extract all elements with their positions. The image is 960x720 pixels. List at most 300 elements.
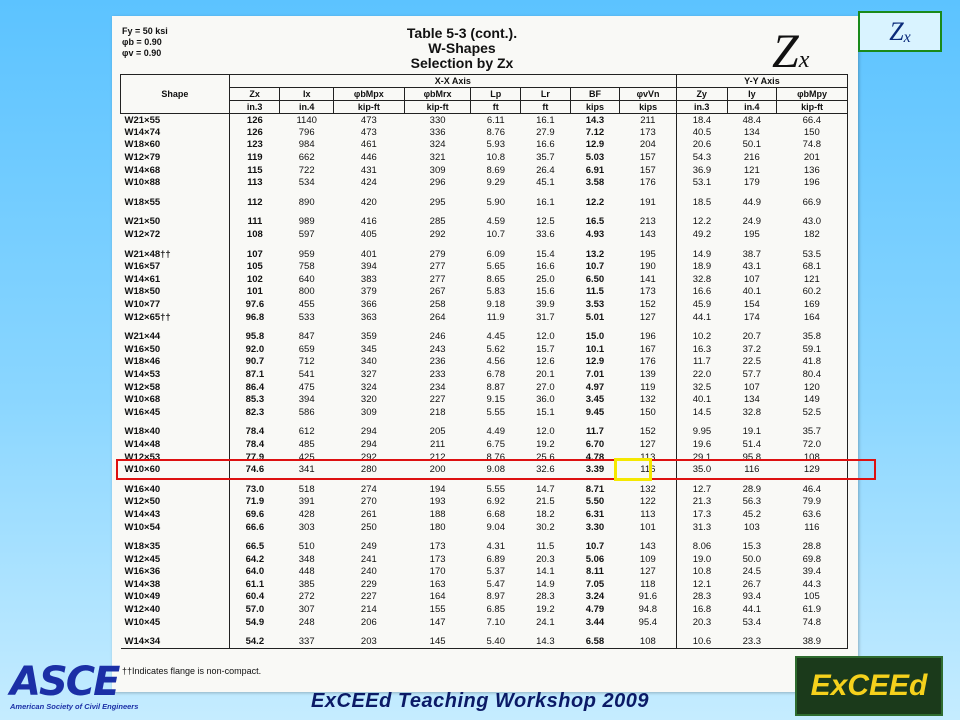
spacer-cell — [280, 189, 334, 196]
table-row — [121, 286, 848, 299]
table-row — [121, 393, 848, 406]
value-cell: 345 — [360, 343, 377, 355]
spacer-cell — [521, 628, 571, 635]
value-cell: 176 — [620, 356, 677, 369]
row-highlight-box — [116, 459, 876, 480]
value-cell: 6.68 — [486, 508, 505, 520]
value-cell: 14.9 — [692, 248, 712, 260]
value-cell: 6.85 — [486, 604, 505, 616]
table-row — [121, 248, 848, 261]
spacer-cell — [727, 419, 777, 426]
value-cell: 8.71 — [585, 483, 605, 495]
value-cell: 258 — [429, 299, 446, 311]
value-cell: 45.2 — [742, 508, 762, 520]
value-cell: 8.97 — [486, 591, 505, 603]
group-spacer — [121, 419, 848, 426]
value-cell: 246 — [429, 331, 446, 343]
col-unit-6: ft — [521, 101, 571, 114]
shape-cell: W14×53 — [121, 368, 230, 381]
table-row — [121, 553, 848, 566]
value-cell: 279 — [429, 248, 446, 260]
value-cell: 107 — [743, 381, 760, 393]
table-row — [121, 330, 848, 343]
col-header-2: Ix — [280, 88, 334, 101]
value-cell: 176 — [620, 176, 677, 189]
spacer-cell — [727, 628, 777, 635]
shape-cell: W21×55 — [121, 114, 230, 127]
spacer-cell — [404, 323, 471, 330]
value-cell: 379 — [360, 286, 377, 298]
value-cell: 277 — [429, 261, 446, 273]
value-cell: 68.1 — [777, 260, 848, 273]
spacer-cell — [280, 241, 334, 248]
spacer-cell — [333, 628, 404, 635]
value-cell: 6.58 — [570, 635, 620, 648]
value-cell: 107 — [246, 248, 263, 260]
value-cell: 15.7 — [536, 343, 555, 355]
value-cell: 14.7 — [536, 483, 555, 495]
asce-logo-subtitle: American Society of Civil Engineers — [10, 702, 139, 711]
value-cell: 206 — [360, 616, 377, 628]
value-cell: 5.55 — [486, 483, 505, 495]
yy-axis-header: Y-Y Axis — [676, 75, 847, 88]
value-cell: 108 — [246, 229, 263, 241]
value-cell: 150 — [620, 406, 677, 419]
value-cell: 227 — [429, 394, 446, 406]
table-row — [121, 298, 848, 311]
value-cell: 394 — [360, 261, 377, 273]
table-row — [121, 508, 848, 521]
value-cell: 363 — [360, 311, 377, 323]
shape-cell: W14×48 — [121, 438, 230, 451]
shape-cell: W10×77 — [121, 298, 230, 311]
value-cell: 3.30 — [585, 521, 605, 533]
value-cell: 22.5 — [742, 356, 762, 368]
value-cell: 5.65 — [486, 261, 505, 273]
shape-cell: W18×55 — [121, 196, 230, 209]
col-header-6: Lr — [521, 88, 571, 101]
group-spacer — [121, 533, 848, 540]
spacer-cell — [471, 419, 521, 426]
value-cell: 66.4 — [777, 114, 848, 127]
value-cell: 21.5 — [536, 496, 555, 508]
value-cell: 348 — [298, 553, 315, 565]
value-cell: 8.87 — [486, 381, 505, 393]
value-cell: 28.9 — [742, 483, 762, 495]
value-cell: 229 — [360, 578, 377, 590]
value-cell: 53.5 — [777, 248, 848, 261]
value-cell: 136 — [777, 164, 848, 177]
value-cell: 461 — [360, 139, 377, 151]
value-cell: 10.7 — [585, 261, 605, 273]
value-cell: 6.31 — [585, 508, 605, 520]
spacer-cell — [229, 533, 280, 540]
value-cell: 18.2 — [536, 508, 555, 520]
value-cell: 15.0 — [585, 331, 605, 343]
value-cell: 50.1 — [742, 139, 762, 151]
table-row — [121, 356, 848, 369]
shape-cell: W18×46 — [121, 356, 230, 369]
value-cell: 3.45 — [585, 394, 605, 406]
spacer-cell — [404, 628, 471, 635]
value-cell: 324 — [360, 381, 377, 393]
spacer-cell — [404, 533, 471, 540]
col-unit-2: in.4 — [280, 101, 334, 114]
spacer-cell — [471, 241, 521, 248]
value-cell: 7.05 — [585, 578, 605, 590]
table-row — [121, 540, 848, 553]
spacer-cell — [521, 241, 571, 248]
col-header-8: φvVn — [620, 88, 677, 101]
spacer-cell — [620, 189, 677, 196]
value-cell: 959 — [298, 248, 315, 260]
value-cell: 612 — [298, 426, 315, 438]
value-cell: 18.5 — [692, 196, 712, 208]
table-row — [121, 273, 848, 286]
col-header-7: BF — [570, 88, 620, 101]
value-cell: 12.6 — [536, 356, 555, 368]
value-cell: 10.8 — [692, 566, 712, 578]
value-cell: 53.4 — [742, 616, 762, 628]
value-cell: 12.9 — [585, 356, 605, 368]
value-cell: 5.83 — [486, 286, 505, 298]
spacer-cell — [333, 241, 404, 248]
value-cell: 8.76 — [486, 451, 505, 463]
col-unit-5: ft — [471, 101, 521, 114]
value-cell: 485 — [298, 438, 315, 450]
shape-cell: W14×43 — [121, 508, 230, 521]
group-spacer — [121, 209, 848, 216]
value-cell: 16.8 — [692, 604, 712, 616]
col-unit-8: kips — [620, 101, 677, 114]
table-row — [121, 164, 848, 177]
value-cell: 71.9 — [245, 496, 265, 508]
value-cell: 173 — [620, 286, 677, 299]
value-cell: 9.18 — [486, 299, 505, 311]
value-cell: 49.2 — [692, 229, 712, 241]
value-cell: 425 — [298, 451, 315, 463]
value-cell: 10.7 — [486, 229, 505, 241]
value-cell: 30.2 — [536, 521, 555, 533]
value-cell: 218 — [429, 406, 446, 418]
spacer-cell — [333, 419, 404, 426]
value-cell: 59.1 — [777, 343, 848, 356]
value-cell: 214 — [360, 604, 377, 616]
value-cell: 46.4 — [777, 483, 848, 496]
value-cell: 121 — [777, 273, 848, 286]
value-cell: 233 — [429, 368, 446, 380]
value-cell: 758 — [298, 261, 315, 273]
value-cell: 6.89 — [486, 553, 505, 565]
value-cell: 4.49 — [486, 426, 505, 438]
value-cell: 640 — [298, 273, 315, 285]
value-cell: 250 — [360, 521, 377, 533]
value-cell: 93.4 — [742, 591, 762, 603]
value-cell: 475 — [298, 381, 315, 393]
value-cell: 6.11 — [486, 114, 505, 126]
value-cell: 248 — [298, 616, 315, 628]
table-row — [121, 343, 848, 356]
spacer-cell — [727, 189, 777, 196]
value-cell: 17.3 — [692, 508, 712, 520]
value-cell: 96.8 — [245, 311, 265, 323]
value-cell: 31.7 — [536, 311, 555, 323]
shape-cell: W18×40 — [121, 426, 230, 439]
table-page — [112, 16, 858, 692]
shape-cell: W14×34 — [121, 635, 230, 648]
value-cell: 9.15 — [486, 394, 505, 406]
value-cell: 12.7 — [692, 483, 712, 495]
table-row — [121, 196, 848, 209]
spacer-cell — [777, 323, 848, 330]
value-cell: 31.3 — [692, 521, 712, 533]
value-cell: 195 — [743, 229, 760, 241]
spacer-cell — [676, 533, 727, 540]
spacer-cell — [676, 209, 727, 216]
col-header-10: Iy — [727, 88, 777, 101]
value-cell: 103 — [743, 521, 760, 533]
value-cell: 127 — [620, 438, 677, 451]
value-cell: 6.09 — [486, 248, 505, 260]
value-cell: 113 — [247, 177, 263, 189]
table-row — [121, 151, 848, 164]
value-cell: 132 — [620, 483, 677, 496]
value-cell: 211 — [430, 438, 446, 450]
value-cell: 890 — [298, 196, 315, 208]
value-cell: 9.45 — [585, 406, 605, 418]
table-row — [121, 635, 848, 648]
value-cell: 195 — [620, 248, 677, 261]
value-cell: 597 — [298, 229, 315, 241]
value-cell: 134 — [743, 126, 760, 138]
value-cell: 455 — [298, 299, 315, 311]
value-cell: 82.3 — [245, 406, 265, 418]
value-cell: 205 — [429, 426, 446, 438]
value-cell: 12.1 — [692, 578, 712, 590]
shape-cell: W12×50 — [121, 496, 230, 509]
value-cell: 44.1 — [742, 604, 762, 616]
value-cell: 16.6 — [692, 286, 712, 298]
value-cell: 191 — [620, 196, 677, 209]
title-line-3: Selection by Zx — [410, 55, 514, 71]
table-row — [121, 438, 848, 451]
value-cell: 5.50 — [585, 496, 605, 508]
spacer-cell — [404, 209, 471, 216]
value-cell: 722 — [298, 164, 315, 176]
value-cell: 119 — [247, 152, 263, 164]
value-cell: 157 — [620, 164, 677, 177]
value-cell: 5.93 — [486, 139, 505, 151]
value-cell: 27.0 — [536, 381, 555, 393]
spacer-cell — [121, 323, 230, 330]
value-cell: 5.01 — [585, 311, 605, 323]
value-cell: 107 — [743, 273, 760, 285]
value-cell: 24.5 — [742, 566, 762, 578]
value-cell: 204 — [620, 139, 677, 152]
value-cell: 60.2 — [777, 286, 848, 299]
value-cell: 69.6 — [245, 508, 265, 520]
spacer-cell — [404, 241, 471, 248]
spacer-cell — [676, 241, 727, 248]
value-cell: 170 — [429, 566, 446, 578]
value-cell: 5.62 — [486, 343, 505, 355]
col-unit-7: kips — [570, 101, 620, 114]
value-cell: 16.3 — [692, 343, 712, 355]
value-cell: 211 — [620, 114, 677, 127]
value-cell: 15.6 — [536, 286, 555, 298]
param-fy: Fy = 50 ksi — [122, 26, 168, 36]
value-cell: 3.24 — [585, 591, 605, 603]
value-cell: 385 — [298, 578, 315, 590]
value-cell: 14.1 — [536, 566, 555, 578]
table-title — [312, 26, 612, 71]
value-cell: 533 — [298, 311, 315, 323]
value-cell: 77.9 — [245, 451, 265, 463]
shape-cell: W18×60 — [121, 139, 230, 152]
value-cell: 152 — [620, 426, 677, 439]
exceed-logo-text: ExCEEd — [810, 669, 928, 702]
zx-page-label: Zx — [772, 25, 810, 78]
value-cell: 32.8 — [692, 273, 712, 285]
value-cell: 108 — [620, 635, 677, 648]
value-cell: 20.7 — [742, 331, 762, 343]
value-cell: 112 — [247, 196, 263, 208]
value-cell: 4.79 — [585, 604, 605, 616]
value-cell: 394 — [298, 394, 315, 406]
value-cell: 113 — [620, 451, 677, 464]
shape-cell: W16×36 — [121, 566, 230, 579]
value-cell: 292 — [429, 229, 446, 241]
table-row — [121, 521, 848, 534]
value-cell: 200 — [429, 464, 446, 476]
value-cell: 15.3 — [742, 541, 762, 553]
value-cell: 61.1 — [245, 578, 265, 590]
value-cell: 43.0 — [777, 216, 848, 229]
spacer-cell — [570, 189, 620, 196]
spacer-cell — [620, 533, 677, 540]
group-spacer — [121, 241, 848, 248]
value-cell: 116 — [777, 521, 848, 534]
value-cell: 6.78 — [486, 368, 505, 380]
spacer-cell — [280, 323, 334, 330]
spacer-cell — [570, 419, 620, 426]
spacer-cell — [280, 209, 334, 216]
value-cell: 19.2 — [536, 438, 555, 450]
value-cell: 7.01 — [585, 368, 605, 380]
value-cell: 10.1 — [585, 343, 605, 355]
spacer-cell — [777, 241, 848, 248]
value-cell: 35.0 — [692, 464, 712, 476]
value-cell: 39.9 — [536, 299, 555, 311]
spacer-cell — [570, 533, 620, 540]
value-cell: 12.2 — [692, 216, 712, 228]
value-cell: 45.1 — [536, 177, 555, 189]
value-cell: 7.12 — [585, 126, 605, 138]
value-cell: 139 — [620, 368, 677, 381]
value-cell: 307 — [298, 604, 315, 616]
spacer-cell — [229, 628, 280, 635]
value-cell: 180 — [429, 521, 446, 533]
value-cell: 4.78 — [585, 451, 605, 463]
value-cell: 64.2 — [245, 553, 265, 565]
value-cell: 13.2 — [585, 248, 605, 260]
value-cell: 28.3 — [536, 591, 555, 603]
shape-cell: W12×58 — [121, 381, 230, 394]
spacer-cell — [777, 209, 848, 216]
shape-cell: W12×65†† — [121, 311, 230, 324]
spacer-cell — [777, 419, 848, 426]
spacer-cell — [471, 323, 521, 330]
value-cell: 6.70 — [585, 438, 605, 450]
value-cell: 4.45 — [486, 331, 505, 343]
table-row — [121, 406, 848, 419]
spacer-cell — [777, 189, 848, 196]
value-cell: 280 — [360, 464, 377, 476]
spacer-cell — [570, 241, 620, 248]
value-cell: 420 — [360, 196, 377, 208]
value-cell: 85.3 — [245, 394, 265, 406]
value-cell: 10.2 — [692, 331, 712, 343]
value-cell: 15.1 — [536, 406, 555, 418]
table-row — [121, 381, 848, 394]
spacer-cell — [620, 209, 677, 216]
shape-cell: W21×48†† — [121, 248, 230, 261]
value-cell: 101 — [620, 521, 677, 534]
table-row — [121, 616, 848, 629]
value-cell: 274 — [360, 483, 377, 495]
spacer-cell — [404, 419, 471, 426]
spacer-cell — [404, 189, 471, 196]
value-cell: 11.7 — [693, 356, 711, 368]
value-cell: 50.0 — [742, 553, 762, 565]
value-cell: 19.0 — [692, 553, 712, 565]
value-cell: 53.1 — [692, 177, 712, 189]
value-cell: 11.5 — [585, 286, 604, 298]
value-cell: 179 — [743, 177, 760, 189]
value-cell: 41.8 — [777, 356, 848, 369]
col-unit-3: kip-ft — [333, 101, 404, 114]
value-cell: 101 — [246, 286, 263, 298]
value-cell: 26.7 — [742, 578, 762, 590]
shape-cell: W14×38 — [121, 578, 230, 591]
value-cell: 152 — [620, 298, 677, 311]
spacer-cell — [727, 241, 777, 248]
shape-cell: W16×57 — [121, 260, 230, 273]
value-cell: 12.0 — [536, 426, 555, 438]
value-cell: 428 — [298, 508, 315, 520]
value-cell: 44.3 — [777, 578, 848, 591]
value-cell: 129 — [777, 463, 848, 476]
value-cell: 25.0 — [536, 273, 555, 285]
value-cell: 8.69 — [486, 164, 505, 176]
value-cell: 264 — [429, 311, 446, 323]
value-cell: 586 — [298, 406, 315, 418]
value-cell: 14.3 — [585, 114, 605, 126]
spacer-cell — [121, 189, 230, 196]
value-cell: 541 — [298, 368, 315, 380]
value-cell: 659 — [298, 343, 315, 355]
value-cell: 116 — [744, 464, 760, 476]
value-cell: 35.7 — [536, 152, 555, 164]
shape-cell: W10×45 — [121, 616, 230, 629]
group-spacer — [121, 189, 848, 196]
value-cell: 25.6 — [536, 451, 555, 463]
spacer-cell — [620, 323, 677, 330]
value-cell: 10.6 — [676, 635, 727, 648]
value-cell: 164 — [777, 311, 848, 324]
value-cell: 32.5 — [692, 381, 712, 393]
design-parameters — [122, 26, 168, 59]
